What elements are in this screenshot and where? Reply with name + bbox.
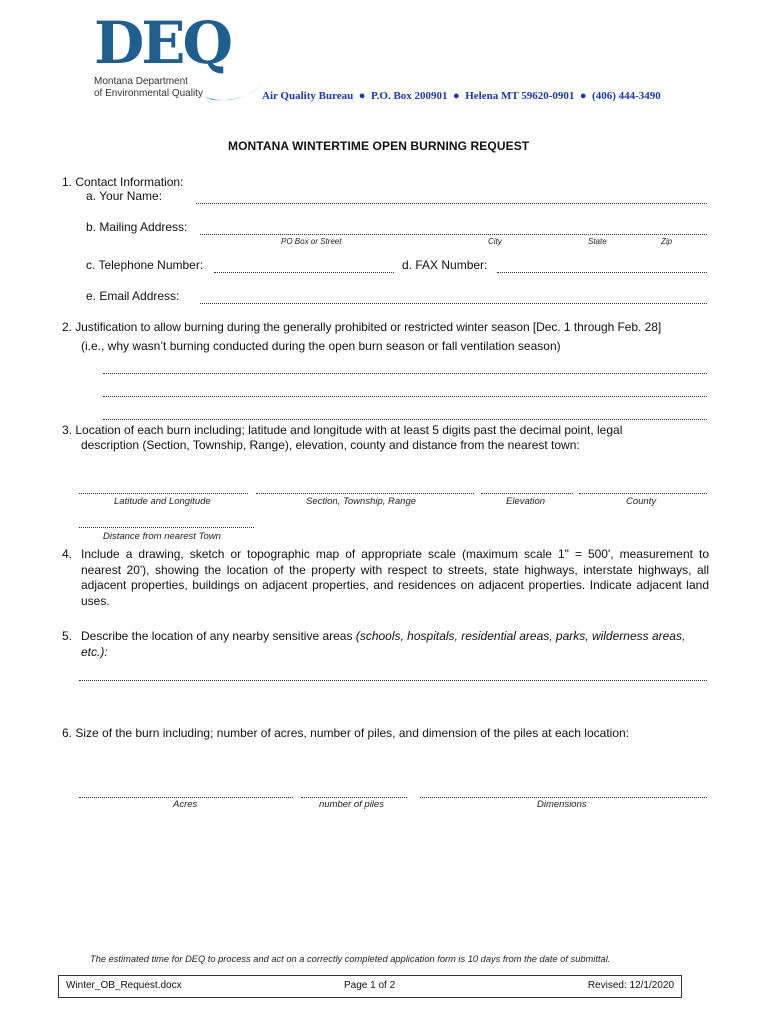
fax-label: d. FAX Number: [402, 258, 488, 272]
justification-line-3[interactable] [103, 419, 707, 420]
logo-line1: Montana Department [94, 76, 188, 87]
q1-label: 1. Contact Information: [62, 175, 184, 189]
county-field[interactable] [579, 493, 707, 494]
email-label: e. Email Address: [86, 289, 180, 303]
street-sublabel: PO Box or Street [281, 237, 342, 246]
telephone-label: c. Telephone Number: [86, 258, 204, 272]
elevation-field[interactable] [481, 493, 573, 494]
name-label: a. Your Name: [86, 189, 163, 203]
q5-plain: Describe the location of any nearby sensitive areas [81, 629, 356, 643]
state-sublabel: State [588, 237, 607, 246]
piles-field[interactable] [301, 797, 407, 798]
processing-note: The estimated time for DEQ to process and act on a correctly completed application form is 10 days from the date of submittal. [90, 954, 611, 964]
acres-sublabel: Acres [173, 799, 198, 810]
header-pobox: P.O. Box 200901 [370, 90, 448, 102]
logo-swoosh [202, 74, 264, 108]
footer-filename: Winter_OB_Request.docx [66, 980, 182, 991]
distance-sublabel: Distance from nearest Town [103, 531, 221, 542]
str-sublabel: Section, Township, Range [306, 496, 417, 507]
q6-text: 6. Size of the burn including; number of acres, number of piles, and dimension of the piles at each location: [62, 726, 629, 740]
q5-number: 5. [62, 629, 73, 643]
q3-line2: description (Section, Township, Range), elevation, county and distance from the nearest town: [81, 438, 580, 452]
q4-text: Include a drawing, sketch or topographic map of appropriate scale (maximum scale 1" = 500', measurement to nearest 20'), showing the location of the property with respect to streets, state highways, interstate highways, all adjacent properties, buildings on adjacent properties, and residences on adjacent properties. Indicate adjacent land uses. [81, 547, 709, 608]
latlong-sublabel: Latitude and Longitude [114, 496, 211, 507]
mailing-label: b. Mailing Address: [86, 220, 188, 234]
logo-letters: DEQ [94, 9, 231, 77]
justification-line-1[interactable] [103, 373, 707, 374]
dimensions-sublabel: Dimensions [537, 799, 587, 810]
header-phone: (406) 444-3490 [592, 90, 661, 102]
str-field[interactable] [256, 493, 474, 494]
footer-page: Page 1 of 2 [344, 980, 396, 991]
page-footer [58, 975, 682, 998]
piles-sublabel: number of piles [319, 799, 384, 810]
name-field[interactable] [196, 203, 707, 204]
q5-text [81, 629, 701, 660]
zip-sublabel: Zip [661, 237, 673, 246]
city-sublabel: City [488, 237, 502, 246]
q3-line1: 3. Location of each burn including; latitude and longitude with at least 5 digits past the decimal point, legal [62, 423, 623, 437]
elevation-sublabel: Elevation [506, 496, 546, 507]
acres-field[interactable] [79, 797, 293, 798]
mailing-field[interactable] [200, 234, 707, 235]
logo-line2: of Environmental Quality [94, 88, 203, 99]
header-city: Helena MT 59620-0901 [465, 90, 575, 102]
q4-number: 4. [62, 547, 73, 561]
telephone-field[interactable] [214, 272, 394, 273]
county-sublabel: County [626, 496, 657, 507]
sensitive-areas-field[interactable] [79, 680, 707, 681]
q2-line2: (i.e., why wasn’t burning conducted during the open burn season or fall ventilation season) [81, 339, 561, 353]
distance-field[interactable] [79, 527, 254, 528]
fax-field[interactable] [497, 272, 707, 273]
email-field[interactable] [200, 303, 707, 304]
footer-revised: Revised: 12/1/2020 [587, 980, 674, 991]
q5-italic: (schools, hospitals, residential areas, parks, wilderness areas, etc.): [81, 629, 686, 659]
header-contact: Air Quality Bureau ● P.O. Box 200901 ● Helena MT 59620-0901 ● (406) 444-3490 [262, 90, 661, 102]
header-bureau: Air Quality Bureau [262, 90, 354, 102]
page-title: MONTANA WINTERTIME OPEN BURNING REQUEST [228, 139, 530, 153]
q2-line1: 2. Justification to allow burning during the generally prohibited or restricted winter season [Dec. 1 through Feb. 28] [62, 320, 662, 334]
latlong-field[interactable] [79, 493, 248, 494]
dimensions-field[interactable] [420, 797, 707, 798]
deq-logo [92, 9, 267, 104]
justification-line-2[interactable] [103, 396, 707, 397]
